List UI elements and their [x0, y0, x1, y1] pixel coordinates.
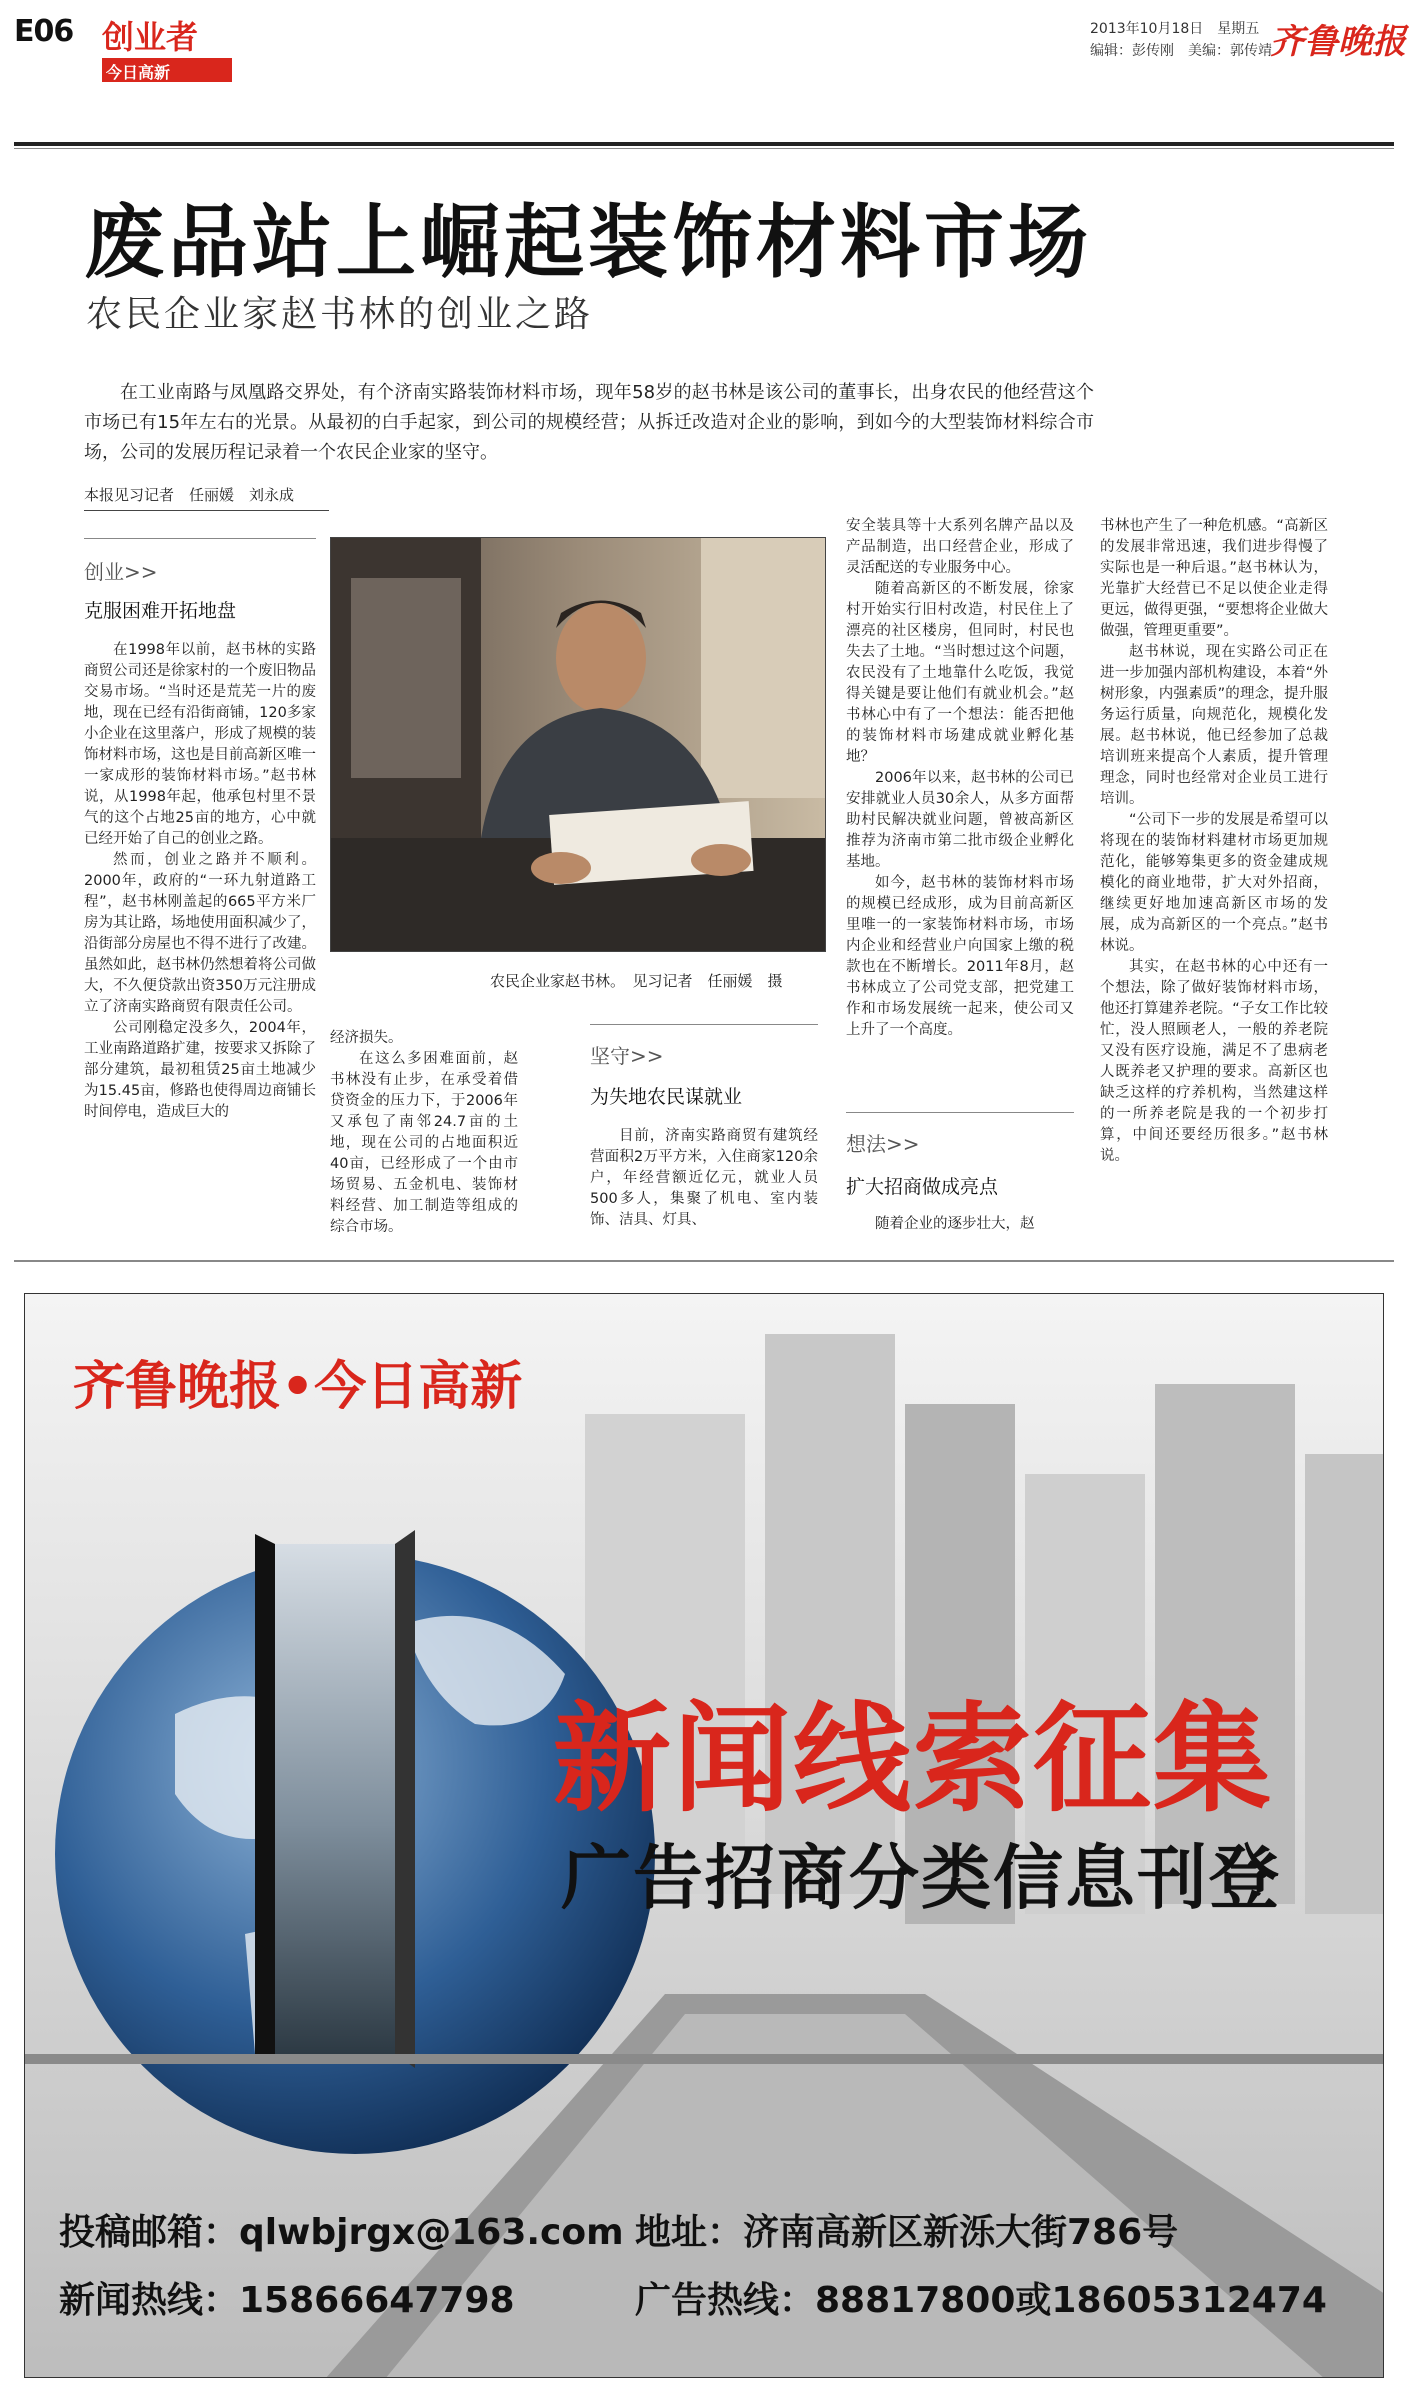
paragraph: 在这么多困难面前，赵书林没有止步，在承受着借贷资金的压力下，于2006年又承包了南邻24.7亩的土地，现在公司的占地面积近40亩，已经形成了一个由市场贸易、五金机电、装饰材料经营、加工制造等组成的综合市场。 [330, 1051, 518, 1235]
masthead-logo: 齐鲁晚报 [1270, 22, 1406, 62]
sub-section-tag: 今日高新 [102, 58, 232, 82]
section-label-xiangfa: 想法>> [846, 1132, 920, 1156]
paragraph: 然而，创业之路并不顺利。2000年，政府的“一环九射道路工程”，赵书林刚盖起的665平方米厂房为其让路，场地使用面积减少了，沿街部分房屋也不得不进行了改建。虽然如此，赵书林仍然想着将公司做大，不久便贷款出资350万元注册成立了济南实路商贸有限责任公司。 [84, 852, 316, 1015]
byline: 本报见习记者 任丽媛 刘永成 [84, 486, 295, 504]
section-title-3: 扩大招商做成亮点 [846, 1176, 999, 1198]
paragraph: 经济损失。 [330, 1030, 403, 1046]
ad-news-hotline: 新闻热线：15866647798 [59, 2280, 515, 2321]
ad-sub-slogan: 广告招商分类信息刊登 [561, 1837, 1281, 1919]
article-column-3 [590, 1126, 818, 1231]
header-rule-thin [14, 148, 1394, 149]
ad-address: 地址：济南高新区新泺大街786号 [635, 2212, 1179, 2253]
paragraph: 2006年以来，赵书林的公司已安排就业人员30余人，从多方面帮助村民解决就业问题，曾被高新区推荐为济南市第二批市级企业孵化基地。 [846, 770, 1074, 870]
section-name: 创业者 [102, 18, 199, 56]
article-column-1 [84, 640, 316, 1123]
paragraph: 随着企业的逐步壮大，赵 [875, 1216, 1035, 1232]
paragraph: 公司刚稳定没多久，2004年，工业南路道路扩建，按要求又拆除了部分建筑，最初租赁25亩土地减少为15.45亩，修路也使得周边商铺长时间停电，造成巨大的 [84, 1020, 316, 1120]
ad-email: 投稿邮箱：qlwbjrgx@163.com [59, 2212, 624, 2253]
paragraph: “公司下一步的发展是希望可以将现在的装饰材料建材市场更加规范化，能够筹集更多的资金建成规模化的商业地带，扩大对外招商，继续更好地加速高新区市场的发展，成为高新区的一个亮点。”赵书林说。 [1100, 812, 1328, 954]
editor-credits: 编辑：彭传刚 美编：郭传靖 [1090, 43, 1272, 59]
section-title-1: 克服困难开拓地盘 [84, 600, 237, 622]
byline-rule [84, 510, 329, 511]
paragraph: 随着高新区的不断发展，徐家村开始实行旧村改造，村民住上了漂亮的社区楼房，但同时，村民也失去了土地。“当时想过这个问题，农民没有了土地靠什么吃饭，我觉得关键是要让他们有就业机会。”赵书林心中有了一个想法：能否把他的装饰材料市场建成就业孵化基地？ [846, 581, 1074, 765]
issue-date: 2013年10月18日 星期五 [1090, 21, 1260, 37]
column-rule [84, 538, 316, 539]
article-column-2 [330, 1028, 518, 1238]
article-column-5 [1100, 516, 1328, 1167]
paragraph: 如今，赵书林的装饰材料市场的规模已经成形，成为目前高新区里唯一的一家装饰材料市场，市场内企业和经营业户向国家上缴的税款也在不断增长。2011年8月，赵书林成立了公司党支部，把党建工作和市场发展统一起来，使公司又上升了一个高度。 [846, 875, 1074, 1038]
photo-caption: 农民企业家赵书林。 见习记者 任丽媛 摄 [490, 972, 783, 990]
chairman-photo [330, 537, 826, 952]
article-headline: 废品站上崛起装饰材料市场 [84, 196, 1092, 289]
article-column-4b [846, 1214, 1074, 1235]
paragraph: 赵书林说，现在实路公司正在进一步加强内部机构建设，本着“外树形象，内强素质”的理念，提升服务运行质量，向规范化，规模化发展。赵书林说，他已经参加了总裁培训班来提高个人素质，提升管理理念，同时也经常对企业员工进行培训。 [1100, 644, 1328, 807]
article-subhead: 农民企业家赵书林的创业之路 [86, 294, 594, 335]
header-rule [14, 142, 1394, 146]
paragraph: 目前，济南实路商贸有建筑经营面积2万平方米，入住商家120余户，年经营额近亿元，就业人员500多人，集聚了机电、室内装饰、洁具、灯具、 [590, 1128, 818, 1228]
ad-ad-hotline: 广告热线：88817800或18605312474 [635, 2280, 1327, 2321]
column-rule [846, 1112, 1074, 1113]
ad-brand-logo: 齐鲁晚报•今日高新 [73, 1357, 523, 1417]
page-number: E06 [14, 14, 74, 49]
article-bottom-rule [14, 1260, 1394, 1262]
paragraph: 安全装具等十大系列名牌产品以及产品制造，出口经营企业，形成了灵活配送的专业服务中心。 [846, 518, 1074, 576]
paragraph: 在1998年以前，赵书林的实路商贸公司还是徐家村的一个废旧物品交易市场。“当时还是荒芜一片的废地，现在已经有沿街商铺，120多家小企业在这里落户，形成了规模的装饰材料市场，这也是目前高新区唯一一家成形的装饰材料市场。”赵书林说，从1998年起，他承包村里不景气的这个占地25亩的地方，心中就已经开始了自己的创业之路。 [84, 642, 316, 847]
section-label-jianshou: 坚守>> [590, 1044, 664, 1068]
section-title-2: 为失地农民谋就业 [590, 1086, 743, 1108]
advertisement-banner [24, 1293, 1384, 2378]
paragraph: 书林也产生了一种危机感。“高新区的发展非常迅速，我们进步得慢了实际也是一种后退。”赵书林认为，光靠扩大经营已不足以使企业走得更远，做得更强，“要想将企业做大做强，管理更重要”。 [1100, 518, 1328, 639]
section-label-chuangye: 创业>> [84, 560, 158, 584]
paragraph: 其实，在赵书林的心中还有一个想法，除了做好装饰材料市场，他还打算建养老院。“子女工作比较忙，没人照顾老人，一般的养老院又没有医疗设施，满足不了患病老人既养老又护理的要求。高新区也缺乏这样的疗养机构，当然建这样的一所养老院是我的一个初步打算，中间还要经历很多。”赵书林说。 [1100, 959, 1328, 1164]
column-rule [590, 1024, 818, 1025]
article-lead: 在工业南路与凤凰路交界处，有个济南实路装饰材料市场，现年58岁的赵书林是该公司的董事长，出身农民的他经营这个市场已有15年左右的光景。从最初的白手起家，到公司的规模经营；从拆迁改造对企业的影响，到如今的大型装饰材料综合市场，公司的发展历程记录着一个农民企业家的坚守。 [84, 382, 1094, 463]
article-column-4 [846, 516, 1074, 1041]
ad-main-slogan: 新闻线索征集 [553, 1690, 1274, 1828]
